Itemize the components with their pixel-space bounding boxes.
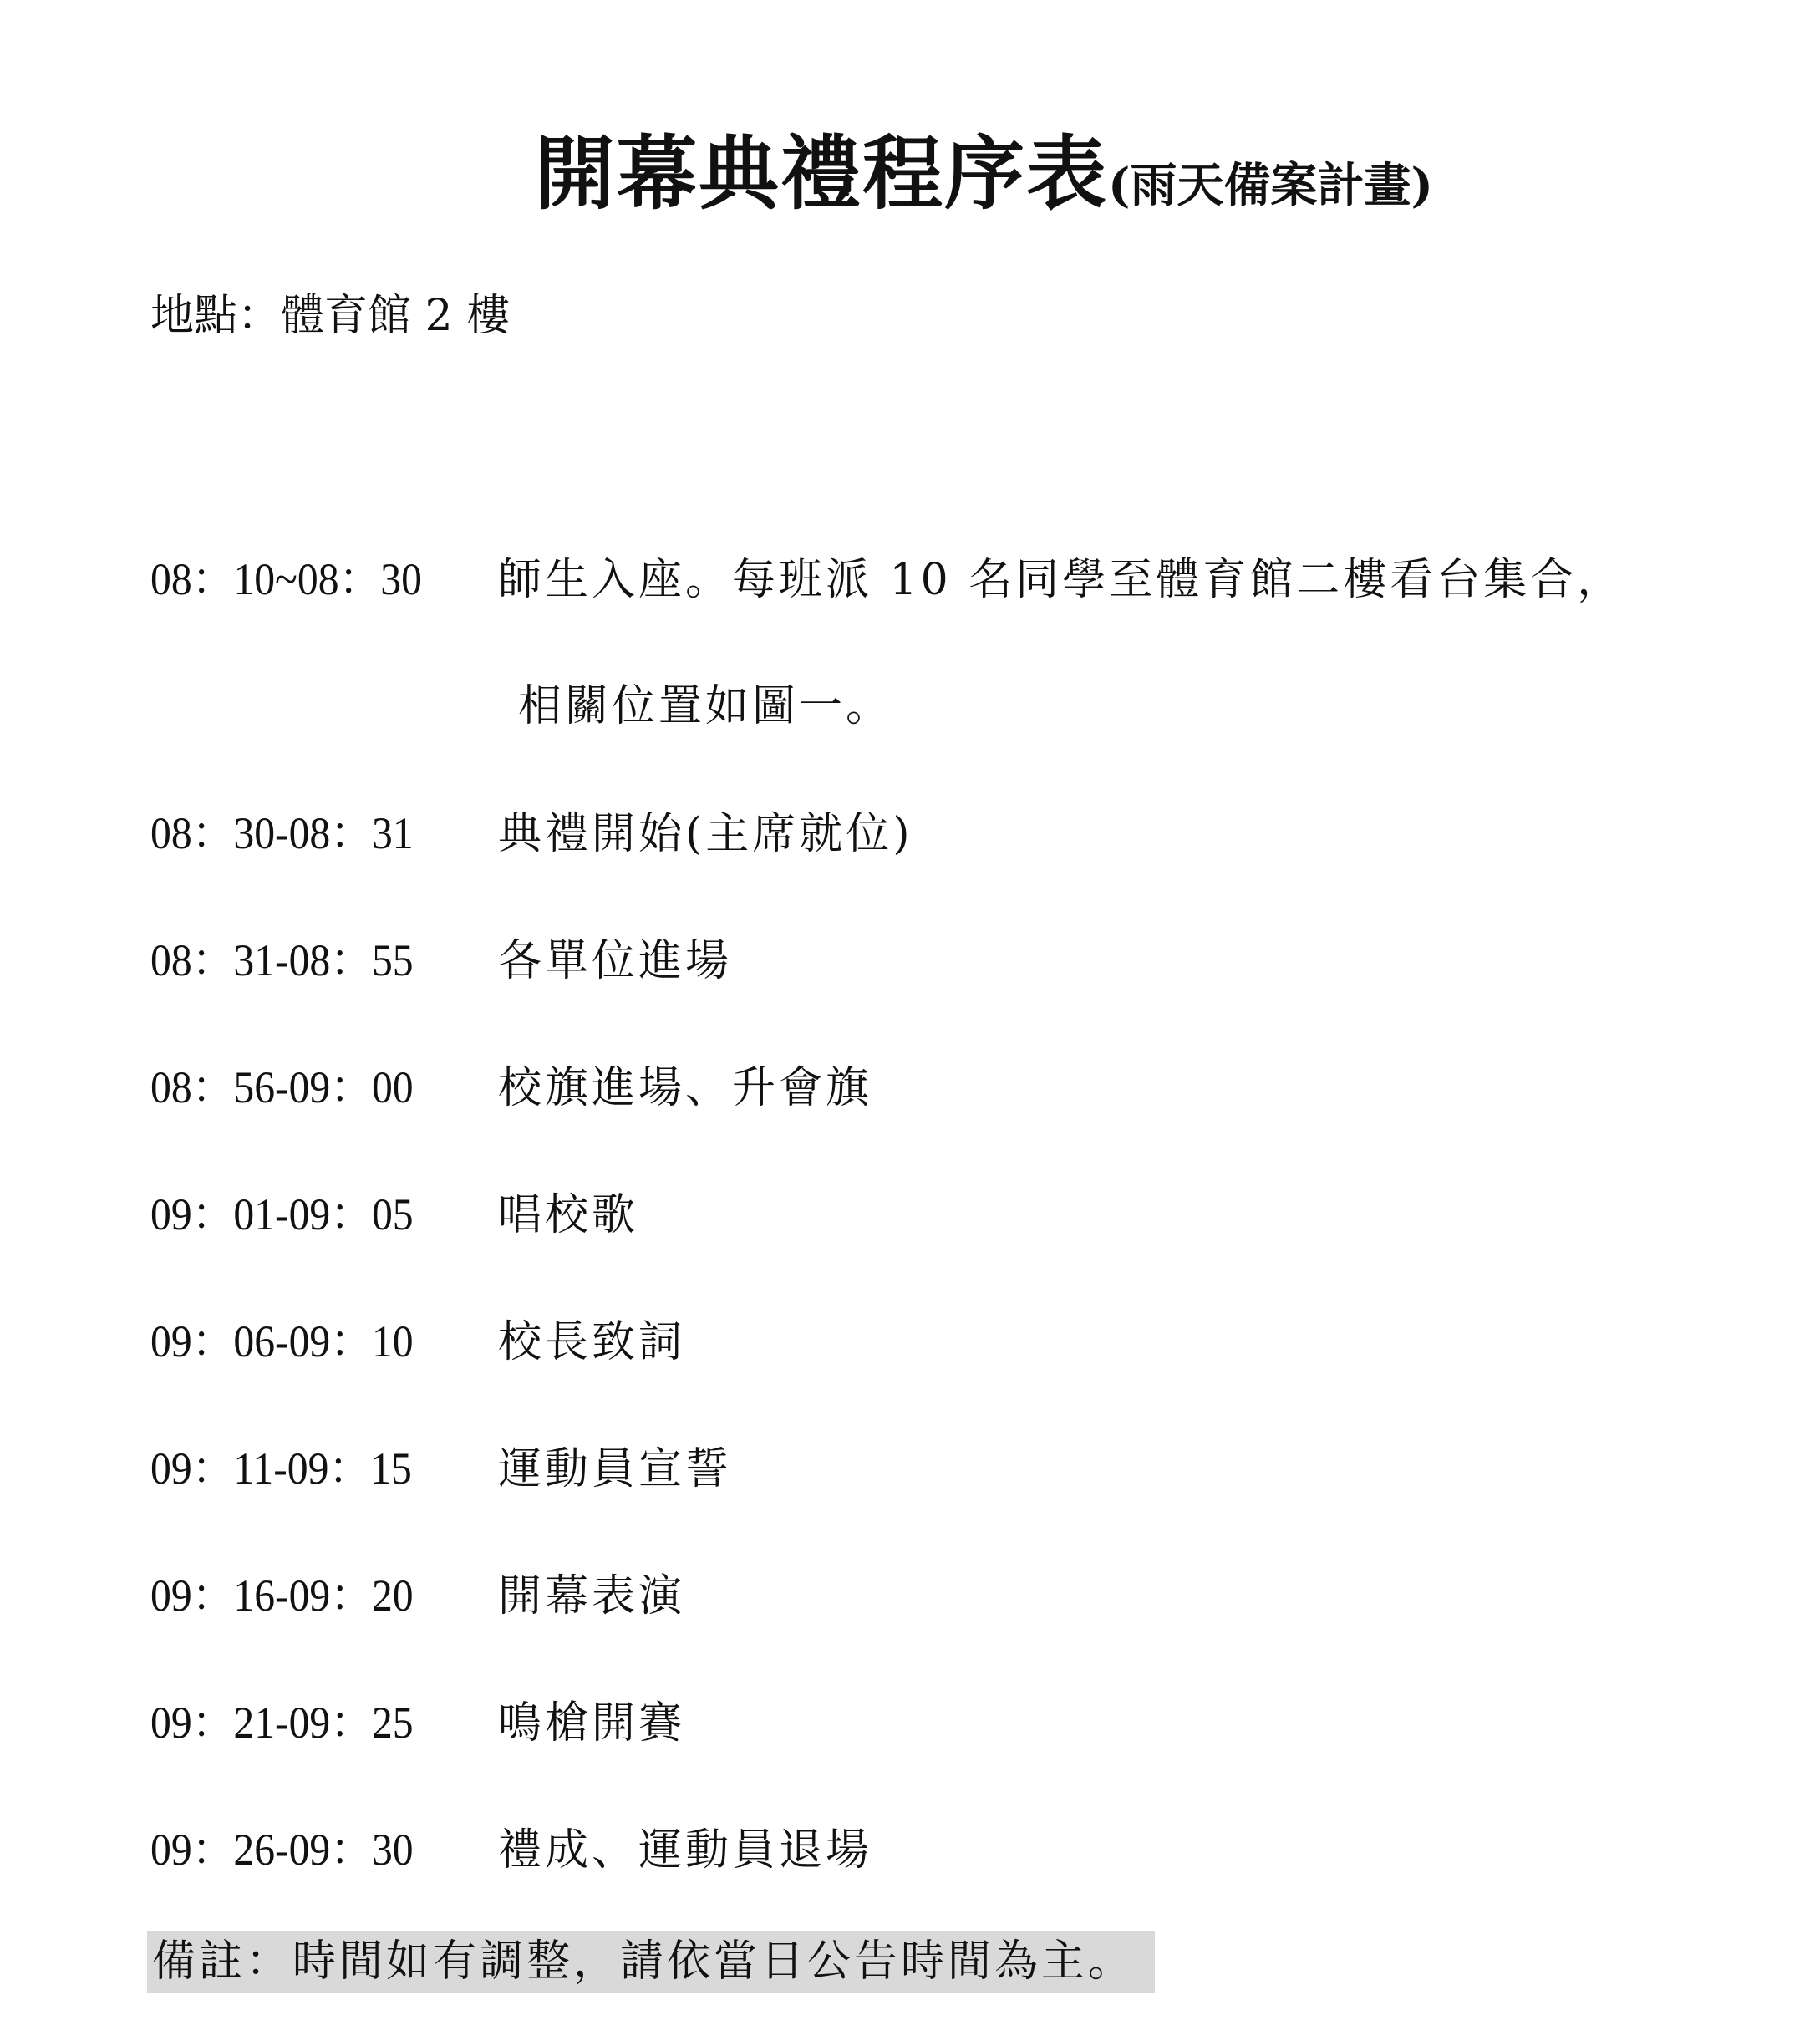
schedule-row-continuation	[150, 670, 1788, 797]
schedule-event: 相關位置如圖一。	[518, 681, 893, 731]
schedule-time: 09：06-09：10	[150, 1316, 414, 1367]
document-title	[535, 126, 1433, 221]
schedule-time: 08：56-09：00	[150, 1062, 414, 1112]
schedule-row	[150, 1178, 1788, 1306]
schedule-time: 08：31-08：55	[150, 935, 414, 985]
location-line: 地點：體育館 2 樓	[150, 291, 511, 341]
schedule-event: 典禮開始(主席就位)	[498, 809, 913, 859]
schedule-row	[150, 1306, 1788, 1433]
schedule-time: 08：10~08：30	[150, 554, 422, 604]
schedule-time: 09：16-09：20	[150, 1570, 414, 1621]
schedule-event: 禮成、運動員退場	[498, 1825, 873, 1876]
schedule-row	[150, 1687, 1788, 1814]
schedule-event: 師生入座。每班派 10 名同學至體育館二樓看台集合，	[498, 555, 1624, 605]
schedule-row	[150, 797, 1788, 924]
schedule-time: 09：26-09：30	[150, 1825, 414, 1875]
schedule-event: 運動員宣誓	[498, 1444, 733, 1494]
schedule-event: 校長致詞	[498, 1317, 686, 1367]
title-subtitle: (雨天備案計畫)	[1108, 158, 1433, 213]
schedule-time: 09：01-09：05	[150, 1189, 414, 1239]
remark-note: 備註：時間如有調整，請依當日公告時間為主。	[147, 1931, 1155, 1993]
schedule-event: 唱校歌	[498, 1190, 639, 1240]
title-main: 開幕典禮程序表	[535, 126, 1108, 221]
schedule-time: 09：11-09：15	[150, 1443, 412, 1494]
schedule-row	[150, 1051, 1788, 1178]
schedule-event: 各單位進場	[498, 936, 733, 986]
schedule-time: 08：30-08：31	[150, 808, 414, 858]
schedule-event: 校旗進場、升會旗	[498, 1063, 873, 1113]
schedule-row	[150, 1433, 1788, 1560]
schedule-event: 鳴槍開賽	[498, 1698, 686, 1748]
schedule-time: 09：21-09：25	[150, 1697, 414, 1748]
schedule-row	[150, 543, 1788, 670]
schedule-row	[150, 1560, 1788, 1687]
schedule-list	[150, 543, 1788, 1941]
schedule-event: 開幕表演	[498, 1571, 686, 1621]
schedule-row	[150, 924, 1788, 1051]
schedule-row	[150, 1814, 1788, 1941]
